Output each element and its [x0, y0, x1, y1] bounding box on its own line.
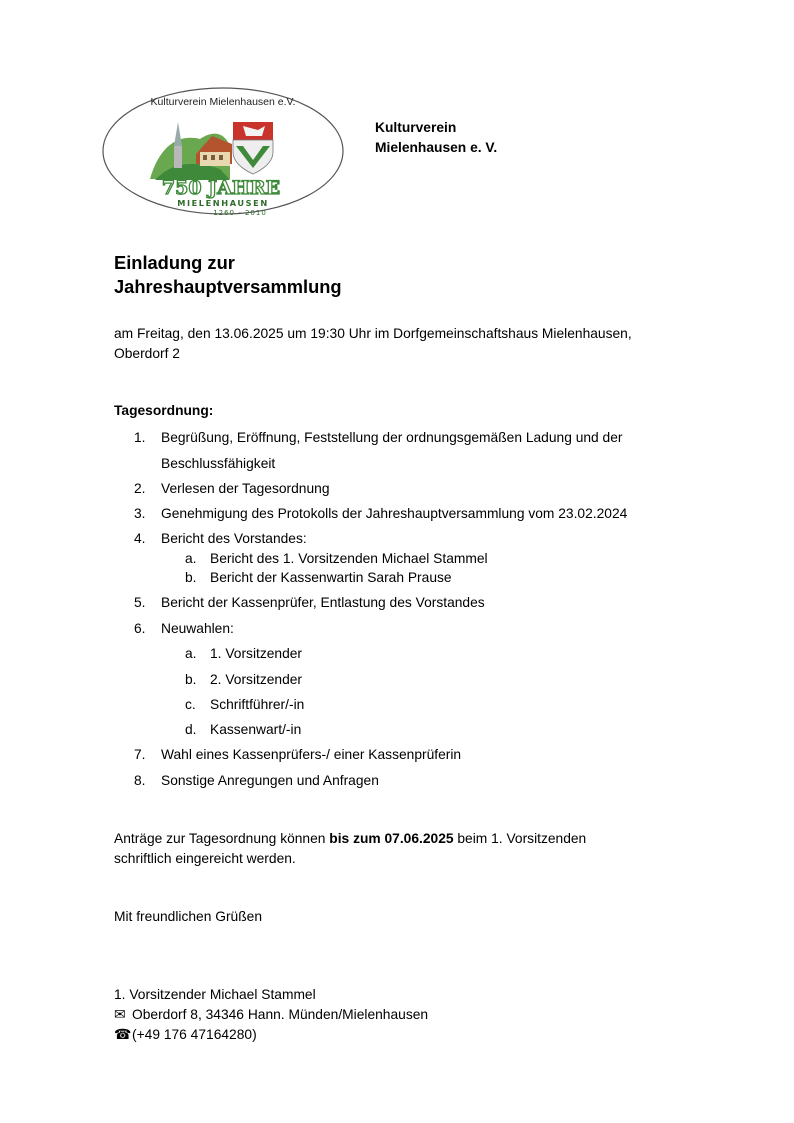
- agenda-item: 5. Bericht der Kassenprüfer, Entlastung des Vorstandes: [134, 595, 485, 610]
- logo-top-text: Kulturverein Mielenhausen e.V.: [150, 96, 296, 108]
- telephone-icon: ☎: [114, 1027, 132, 1042]
- agenda-item: 1. Begrüßung, Eröffnung, Feststellung der ordnungsgemäßen Ladung und der: [134, 430, 623, 445]
- title-line1: Einladung zur: [114, 252, 235, 273]
- coat-of-arms-icon: [233, 122, 273, 174]
- agenda-subitem: b. 2. Vorsitzender: [185, 672, 303, 687]
- meeting-details: am Freitag, den 13.06.2025 um 19:30 Uhr im Dorfgemeinschaftshaus Mielenhausen, Oberdorf 2: [114, 326, 632, 361]
- submission-deadline-note: Anträge zur Tagesordnung können bis zum 07.06.2025 beim 1. Vorsitzenden schriftlich eingereicht werden.: [114, 831, 587, 866]
- address-line: ✉ Oberdorf 8, 34346 Hann. Münden/Mielenhausen: [114, 1005, 428, 1025]
- envelope-icon: ✉: [114, 1007, 126, 1022]
- agenda-item: 6. Neuwahlen:: [134, 621, 234, 636]
- organization-header: [375, 118, 497, 158]
- org-name-line2: Mielenhausen e. V.: [375, 140, 498, 155]
- signatory-name: 1. Vorsitzender Michael Stammel: [114, 987, 316, 1002]
- agenda-subitem: a. 1. Vorsitzender: [185, 646, 303, 661]
- deadline-date: bis zum 07.06.2025: [329, 831, 454, 846]
- agenda-subitem: a. Bericht des 1. Vorsitzenden Michael Stammel: [185, 551, 488, 566]
- agenda-subitem: d. Kassenwart/-in: [185, 722, 302, 737]
- agenda-item-continuation: Beschlussfähigkeit: [161, 456, 276, 471]
- org-name-line1: Kulturverein: [375, 120, 457, 135]
- agenda-item: 3. Genehmigung des Protokolls der Jahreshauptversammlung vom 23.02.2024: [134, 506, 628, 521]
- agenda-subitem: c. Schriftführer/-in: [185, 697, 305, 712]
- logo-jubilee-text: 750 JAHRE: [161, 177, 281, 199]
- club-logo: [100, 84, 346, 218]
- agenda-item: 2. Verlesen der Tagesordnung: [134, 481, 330, 496]
- agenda-heading: Tagesordnung:: [114, 403, 214, 418]
- closing-greeting: Mit freundlichen Grüßen: [114, 909, 262, 924]
- agenda-item: 4. Bericht des Vorstandes:: [134, 531, 307, 546]
- logo-years-text: 1260 - 2010: [213, 209, 267, 217]
- signature-block: [114, 985, 428, 1045]
- agenda-subitem: b. Bericht der Kassenwartin Sarah Prause: [185, 570, 452, 585]
- phone-line: ☎(+49 176 47164280): [114, 1025, 428, 1045]
- title-line2: Jahreshauptversammlung: [114, 276, 342, 297]
- agenda-item: 7. Wahl eines Kassenprüfers-/ einer Kassenprüferin: [134, 747, 462, 762]
- agenda-item: 8. Sonstige Anregungen und Anfragen: [134, 773, 379, 788]
- logo-place-text: MIELENHAUSEN: [177, 198, 269, 208]
- document-title: [114, 251, 342, 299]
